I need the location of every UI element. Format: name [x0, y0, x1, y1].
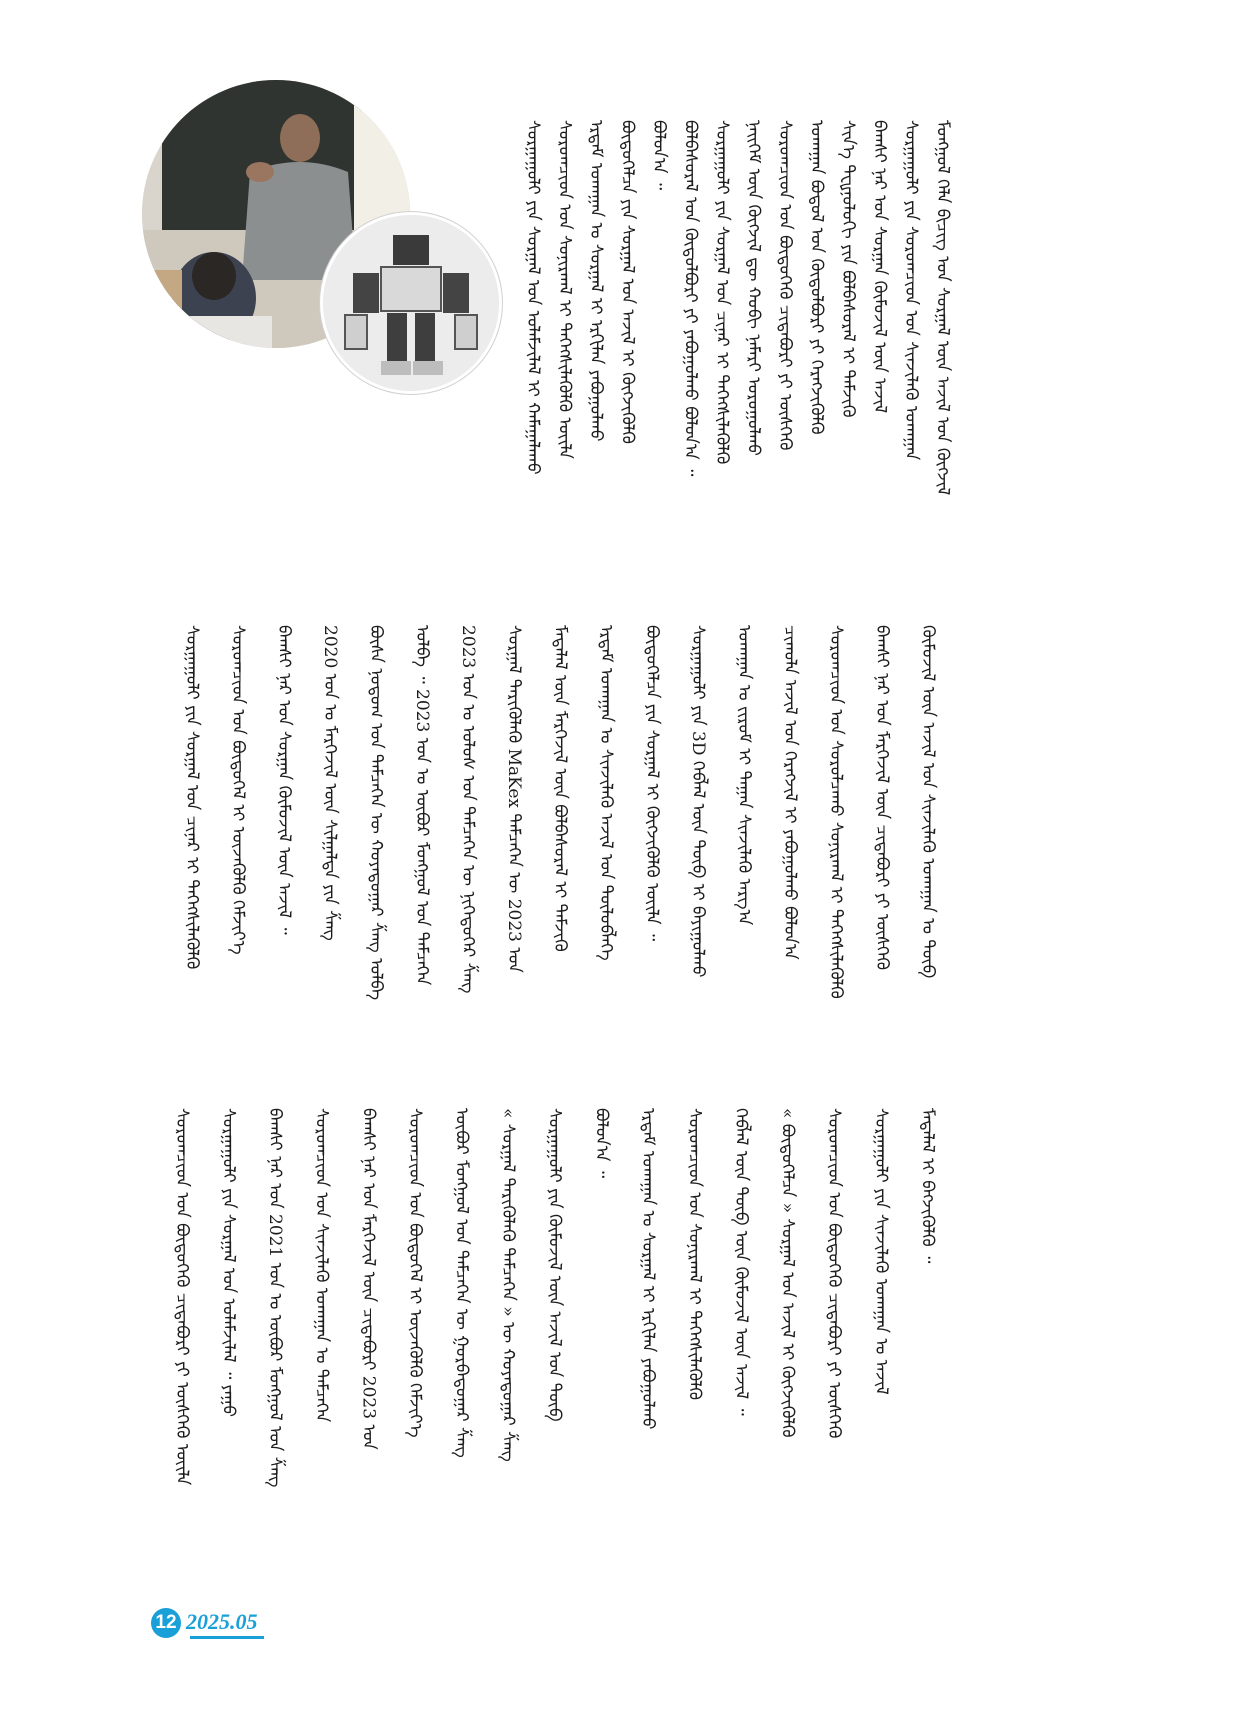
- text-column: ᠰᠤᠷᠤᠭᠴᠢᠳ ᠤᠨ ᠪᠦᠲᠦᠭᠡᠯ ᠢ ᠦᠵᠡᠭᠦᠯᠬᠦ ᠬᠡᠮᠵᠢᠶ᠎ᠡ: [228, 625, 248, 955]
- text-column: ᠪᠠᠭᠰᠢ ᠨᠠᠷ ᠤᠨ ᠮᠡᠷᠭᠡᠵᠢᠯ ᠦᠨ ᠴᠢᠳᠠᠪᠤᠷᠢ 2023 ᠣᠨ: [358, 1108, 379, 1450]
- text-column: ᠰᠤᠷᠭᠠᠭᠤᠯᠢ ᠶᠢᠨ 3D ᠬᠡᠪᠯᠡᠯ ᠦᠨ ᠲᠥᠪ ᠢ ᠪᠠᠶᠢᠭᠤᠯᠬᠤ: [688, 625, 708, 978]
- text-column: « ᠪᠦᠲᠦᠭᠡᠯᠴᠡ » ᠰᠤᠷᠭᠠᠯ ᠤᠨ ᠠᠵᠢᠯ ᠢ ᠬᠥᠭᠵᠢᠭᠦᠯᠬᠦ: [777, 1108, 798, 1438]
- text-column: ᠮᠡᠳᠡᠯᠡᠯ ᠢ ᠪᠡᠬᠵᠢᠭᠦᠯᠬᠦ ᠃: [917, 1108, 938, 1264]
- issue-underline: [190, 1636, 264, 1639]
- text-column: ᠰᠤᠷᠭᠠᠭᠤᠯᠢ ᠶᠢᠨ ᠰᠤᠷᠭᠠᠯ ᠤᠨ ᠤᠯᠠᠮᠵᠢᠯᠠᠯ ᠃ ᠶᠠᠭᠤ: [218, 1108, 239, 1417]
- text-column: ᠰᠤᠷᠤᠭᠴᠢᠳ ᠤᠨ ᠰᠤᠷᠤᠯᠴᠠᠬᠤ ᠰᠣᠨᠢᠷᠬᠠᠯ ᠢ ᠳᠡᠭᠡᠭᠰᠢᠯᠡᠭᠦᠯᠬᠦ: [826, 625, 846, 999]
- text-column: ᠤᠬᠠᠭᠠᠨ ᠪᠣᠳᠤᠯ ᠤᠨ ᠬᠥᠲᠥᠯᠪᠦᠷᠢ ᠶᠢ ᠬᠡᠷᠡᠭᠵᠢᠭᠦᠯᠬᠦ: [806, 120, 827, 435]
- text-block-middle: [168, 625, 961, 1083]
- robot-photo: [320, 212, 502, 394]
- text-column: ᠰᠤᠷᠤᠭᠴᠢᠳ ᠤᠨ ᠰᠢᠨᠵᠢᠯᠡᠬᠦ ᠤᠬᠠᠭᠠᠨ ᠤ ᠲᠡᠮᠴᠡᠭᠡᠨ: [311, 1108, 332, 1423]
- text-block-left: [168, 1108, 961, 1586]
- text-column: ᠰᠢᠨ᠎ᠡ ᠲᠧᠾᠨᠣᠯᠣᠭᠢ ᠶᠢᠨ ᠪᠣᠯᠪᠠᠰᠤᠷᠠᠯ ᠢ ᠳᠡᠮᠵᠢᠬᠦ: [838, 120, 858, 418]
- text-column: ᠬᠡᠪᠯᠡᠯ ᠦᠨ ᠲᠥᠪ ᠦᠨ ᠬᠦᠮᠦᠵᠢᠯ ᠦᠨ ᠠᠵᠢᠯ ᠃: [731, 1108, 752, 1416]
- text-column: ᠪᠠᠭᠰᠢ ᠨᠠᠷ ᠤᠨ ᠰᠤᠷᠭᠠᠨ ᠬᠦᠮᠦᠵᠢᠯ ᠦᠨ ᠠᠵᠢᠯ ᠃: [274, 625, 294, 935]
- text-column: ᠰᠤᠷᠭᠠᠯ ᠲᠡᠷᠢᠭᠦᠯᠡᠬᠦ MaKex ᠲᠡᠮᠴᠡᠭᠡᠨ ᠦ 2023 ᠣᠨ: [504, 625, 524, 973]
- text-column: ᠪᠠᠭᠰᠢ ᠨᠠᠷ ᠤᠨ ᠰᠤᠷᠭᠠᠨ ᠬᠦᠮᠦᠵᠢᠯ ᠦᠨ ᠠᠵᠢᠯ: [869, 120, 890, 414]
- text-column: ᠪᠦᠲᠦᠭᠡᠯᠴᠡ ᠶᠢᠨ ᠰᠤᠷᠭᠠᠯ ᠢ ᠬᠥᠭᠵᠢᠭᠦᠯᠬᠦ ᠦᠢᠯᠡ ᠃: [642, 625, 662, 942]
- text-column: ᠡᠷᠳᠡᠮ ᠤᠬᠠᠭᠠᠨ ᠤ ᠰᠤᠷᠭᠠᠯ ᠢ ᠡᠷᠬᠢᠯᠡᠨ ᠶᠠᠪᠤᠭᠤᠯᠬᠤ: [637, 1108, 658, 1430]
- text-column: ᠣᠯᠪᠠ ᠃ 2023 ᠣᠨ ᠤ ᠥᠪᠥᠷ ᠮᠣᠩᠭᠣᠯ ᠤᠨ ᠲᠡᠮᠴᠡᠭᠡᠨ: [412, 625, 432, 986]
- text-column: ᠰᠤᠷᠤᠭᠴᠢᠳ ᠤᠨ ᠰᠤᠨᠢᠷᠬᠠᠯ ᠢ ᠳᠡᠭᠡᠭᠰᠢᠯᠡᠭᠦᠯᠬᠦ: [684, 1108, 705, 1401]
- text-column: ᠮᠡᠳᠡᠯᠡᠯ ᠦᠨ ᠮᠡᠷᠭᠡᠵᠢᠯ ᠦᠨ ᠪᠣᠯᠪᠠᠰᠤᠷᠠᠯ ᠢ ᠳᠡᠮᠵᠢᠬᠦ: [550, 625, 570, 952]
- issue-date: 2025.05: [186, 1609, 258, 1634]
- text-column: ᠰᠤᠷᠭᠠᠭᠤᠯᠢ ᠶᠢᠨ ᠰᠤᠷᠭᠠᠯ ᠤᠨ ᠴᠢᠨᠠᠷ ᠢ ᠳᠡᠭᠡᠭᠰᠢᠯᠡᠭᠦᠯᠬᠦ: [712, 120, 732, 465]
- text-column: ᠰᠤᠷᠭᠠᠭᠤᠯᠢ ᠶᠢᠨ ᠰᠤᠷᠭᠠᠯ ᠤᠨ ᠤᠯᠠᠮᠵᠢᠯᠠᠯ ᠢ ᠬᠠᠮᠠᠭᠠᠯᠠᠬᠤ: [523, 120, 543, 475]
- text-column: ᠰᠤᠷᠤᠭᠴᠢᠳ ᠤᠨ ᠰᠤᠨᠢᠷᠬᠠᠯ ᠢ ᠳᠡᠭᠡᠭᠰᠢᠯᠡᠭᠦᠯᠬᠦ ᠦᠢᠯᠡ: [554, 120, 575, 459]
- text-column: ᠮᠣᠩᠭᠣᠯ ᠬᠡᠯᠡ ᠪᠢᠴᠢᠭ ᠤᠨ ᠰᠤᠷᠭᠠᠯ ᠦᠨ ᠠᠵᠢᠯ ᠤᠨ ᠬᠥᠭᠵᠢᠯ: [932, 120, 953, 496]
- text-column: ᠴᠢᠬᠤᠯᠠ ᠠᠵᠢᠯ ᠤᠨ ᠬᠡᠷᠡᠭᠵᠢᠯ ᠢ ᠶᠠᠪᠤᠭᠤᠯᠬᠤ ᠪᠣᠯᠤᠨ᠎ᠠ: [780, 625, 800, 960]
- text-column: 2020 ᠣᠨ ᠤ ᠮᠡᠷᠭᠡᠵᠢᠯ ᠦᠨ ᠰᠢᠯᠭᠠᠯᠲᠠ ᠶᠢᠨ ᠱᠠᠩ: [320, 625, 340, 941]
- text-column: ᠡᠷᠳᠡᠮ ᠤᠬᠠᠭᠠᠨ ᠤ ᠰᠤᠷᠭᠠᠯ ᠢ ᠡᠷᠬᠢᠯᠡᠨ ᠶᠠᠪᠤᠭᠤᠯᠬᠤ: [586, 120, 606, 442]
- text-column: ᠰᠤᠷᠭᠠᠭᠤᠯᠢ ᠶᠢᠨ ᠰᠤᠷᠤᠭᠴᠢᠳ ᠤᠨ ᠰᠢᠨᠵᠢᠯᠡᠬᠦ ᠤᠬᠠᠭᠠᠨ: [901, 120, 921, 461]
- text-column: ᠰᠤᠷᠤᠭᠴᠢᠳ ᠤᠨ ᠪᠦᠲᠦᠭᠡᠬᠦ ᠴᠢᠳᠠᠪᠤᠷᠢ ᠶᠢ ᠥᠰᠬᠡᠬᠦ: [824, 1108, 845, 1439]
- text-column: ᠪᠣᠯᠪᠠᠰᠤᠷᠠᠯ ᠤᠨ ᠬᠥᠲᠥᠯᠪᠦᠷᠢ ᠶᠢ ᠶᠠᠪᠤᠭᠤᠯᠬᠤ ᠪᠣᠯᠤᠨ᠎ᠠ ᠃: [680, 120, 701, 477]
- text-column: ᠪᠠᠭᠰᠢ ᠨᠠᠷ ᠤᠨ 2021 ᠣᠨ ᠤ ᠥᠪᠥᠷ ᠮᠣᠩᠭᠣᠯ ᠤᠨ ᠱᠠᠩ: [265, 1108, 286, 1488]
- text-column: ᠡᠷᠳᠡᠮ ᠤᠬᠠᠭᠠᠨ ᠤ ᠰᠢᠨᠵᠢᠯᠡᠬᠦ ᠠᠵᠢᠯ ᠤᠨ ᠲᠥᠯᠦᠪᠯᠡᠭᠡ: [596, 625, 616, 961]
- text-column: « ᠰᠤᠷᠭᠠᠯ ᠲᠡᠷᠢᠭᠦᠯᠡᠬᠦ ᠲᠡᠮᠴᠡᠭᠡᠨ » ᠦ ᠬᠣᠶᠠᠳᠤᠭᠠᠷ ᠱᠠᠩ: [498, 1108, 519, 1462]
- text-column: ᠤᠬᠠᠭᠠᠨ ᠤ ᠵᠢᠷᠤᠮ ᠢ ᠳᠠᠭᠠᠨ ᠰᠢᠨᠵᠢᠯᠡᠬᠦ ᠠᠷᠭ᠎ᠠ: [734, 625, 754, 926]
- text-column: ᠰᠤᠷᠤᠭᠴᠢᠳ ᠤᠨ ᠪᠦᠲᠦᠭᠡᠬᠦ ᠴᠢᠳᠠᠪᠤᠷᠢ ᠶᠢ ᠥᠰᠬᠡᠬᠦ ᠦᠢᠯᠡ: [171, 1108, 192, 1486]
- text-column: ᠪᠣᠯᠤᠨ᠎ᠠ ᠃: [649, 120, 669, 191]
- page-number-badge: 12: [151, 1608, 181, 1638]
- text-block-right: [520, 120, 961, 598]
- text-column: ᠪᠦᠰᠡ ᠨᠤᠲᠤᠭ ᠤᠨ ᠲᠡᠮᠴᠡᠭᠡᠨ ᠦ ᠬᠣᠶᠠᠳᠤᠭᠠᠷ ᠱᠠᠩ ᠣᠯᠪᠠ: [366, 625, 386, 1001]
- text-column: ᠬᠦᠮᠦᠵᠢᠯ ᠦᠨ ᠠᠵᠢᠯ ᠤᠨ ᠰᠢᠨᠵᠢᠯᠡᠬᠦ ᠤᠬᠠᠭᠠᠨ ᠤ ᠲᠥᠪ: [918, 625, 938, 979]
- text-column: ᠰᠤᠷᠤᠭᠴᠢᠳ ᠤᠨ ᠪᠦᠲᠦᠭᠡᠯ ᠢ ᠦᠵᠡᠭᠦᠯᠬᠦ ᠬᠡᠮᠵᠢᠶ᠎ᠡ: [404, 1108, 425, 1438]
- text-column: 2023 ᠣᠨ ᠤ ᠤᠯᠤᠰ ᠤᠨ ᠲᠡᠮᠴᠡᠭᠡᠨ ᠦ ᠨᠢᠭᠡᠳᠦᠭᠡᠷ ᠱᠠᠩ: [458, 625, 478, 994]
- text-column: ᠪᠠᠭᠰᠢ ᠨᠠᠷ ᠤᠨ ᠮᠡᠷᠭᠡᠵᠢᠯ ᠦᠨ ᠴᠢᠳᠠᠪᠤᠷᠢ ᠶᠢ ᠥᠰᠬᠡᠬᠦ: [872, 625, 892, 971]
- text-column: ᠰᠤᠷᠭᠠᠭᠤᠯᠢ ᠶᠢᠨ ᠰᠢᠨᠵᠢᠯᠡᠬᠦ ᠤᠬᠠᠭᠠᠨ ᠤ ᠠᠵᠢᠯ: [870, 1108, 891, 1395]
- text-column: ᠪᠦᠲᠦᠭᠡᠯᠴᠡ ᠶᠢᠨ ᠰᠤᠷᠭᠠᠯ ᠤᠨ ᠠᠵᠢᠯ ᠢ ᠬᠥᠭᠵᠢᠭᠦᠯᠬᠦ: [617, 120, 638, 444]
- text-column: ᠰᠤᠷᠭᠠᠭᠤᠯᠢ ᠶᠢᠨ ᠰᠤᠷᠭᠠᠯ ᠤᠨ ᠴᠢᠨᠠᠷ ᠢ ᠳᠡᠭᠡᠭᠰᠢᠯᠡᠭᠦᠯᠬᠦ: [182, 625, 202, 970]
- text-column: ᠥᠪᠥᠷ ᠮᠣᠩᠭᠣᠯ ᠤᠨ ᠲᠡᠮᠴᠡᠭᠡᠨ ᠦ ᠭᠤᠷᠪᠠᠳᠤᠭᠠᠷ ᠱᠠᠩ: [451, 1108, 472, 1458]
- text-column: ᠰᠤᠷᠭᠠᠭᠤᠯᠢ ᠶᠢᠨ ᠬᠦᠮᠦᠵᠢᠯ ᠦᠨ ᠠᠵᠢᠯ ᠤᠨ ᠲᠥᠪ: [544, 1108, 565, 1422]
- text-column: ᠨᠡᠢᠭᠡᠮ ᠦᠨ ᠬᠥᠭᠵᠢᠯ ᠳᠦ ᠬᠤᠪᠢ ᠨᠡᠮᠡᠷᠢ ᠣᠷᠣᠭᠤᠯᠬᠤ: [743, 120, 764, 456]
- text-column: ᠰᠤᠷᠤᠭᠴᠢᠳ ᠤᠨ ᠪᠦᠲᠦᠭᠡᠬᠦ ᠴᠢᠳᠠᠪᠤᠷᠢ ᠶᠢ ᠥᠰᠬᠡᠬᠦ: [775, 120, 795, 451]
- text-column: ᠪᠣᠯᠤᠨ᠎ᠠ ᠃: [591, 1108, 612, 1179]
